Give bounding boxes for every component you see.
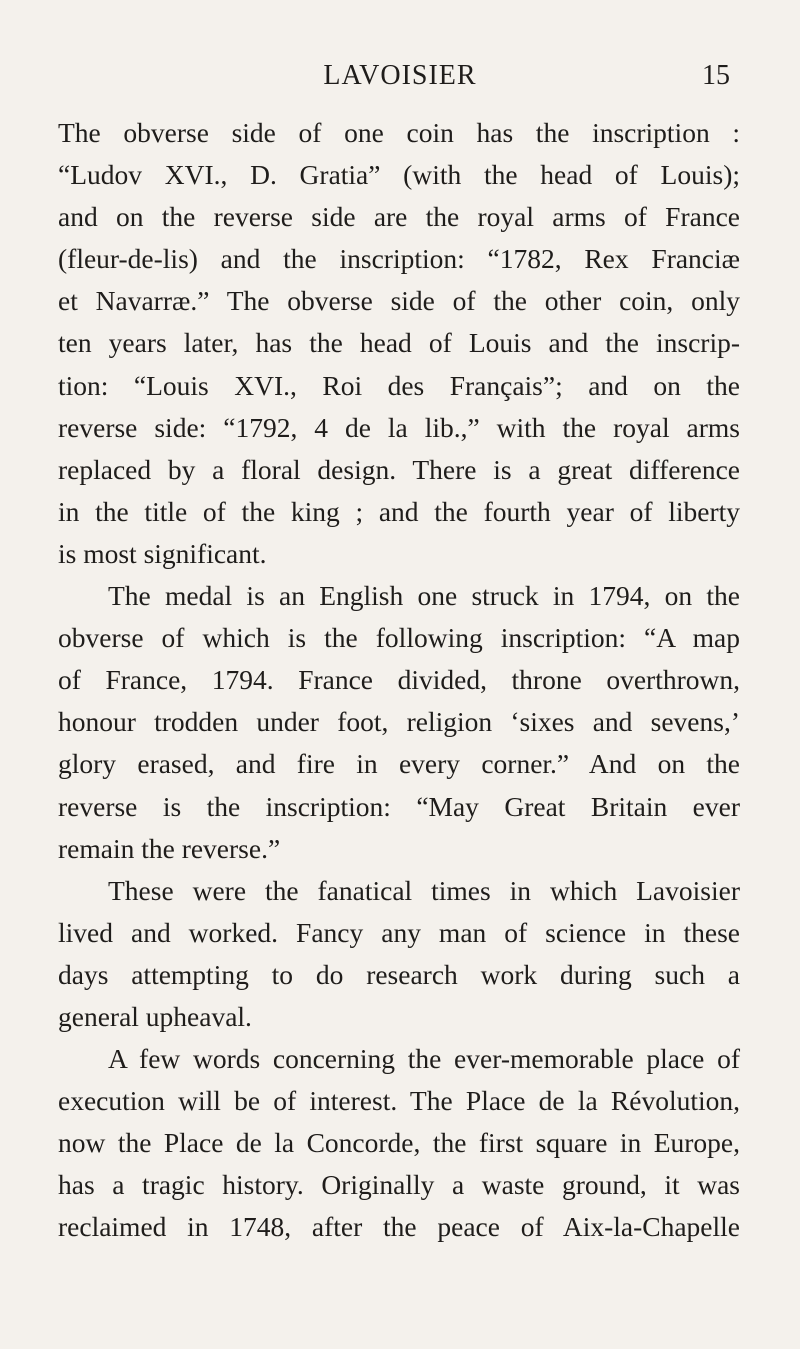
- text-line: These were the fanatical times in which Lavoisier: [108, 874, 740, 906]
- text-line: et Navarræ.” The obverse side of the other coin, only: [58, 285, 740, 317]
- page-header-title: LAVOISIER: [323, 60, 477, 91]
- text-line: The medal is an English one struck in 1794, on the: [108, 580, 740, 612]
- text-line: “Ludov XVI., D. Gratia” (with the head of Louis);: [58, 159, 740, 191]
- text-line: lived and worked. Fancy any man of science in these: [58, 916, 740, 948]
- text-line: tion: “Louis XVI., Roi des Français”; and on the: [58, 369, 740, 401]
- text-line: honour trodden under foot, religion ‘sixes and sevens,’: [58, 706, 740, 738]
- text-line: general upheaval.: [58, 1000, 252, 1032]
- text-line: replaced by a floral design. There is a great difference: [58, 453, 740, 485]
- text-line: of France, 1794. France divided, throne overthrown,: [58, 664, 740, 696]
- text-line: obverse of which is the following inscription: “A map: [58, 622, 740, 654]
- text-line: glory erased, and fire in every corner.” And on the: [58, 748, 740, 780]
- text-line: reclaimed in 1748, after the peace of Aix-la-Chapelle: [58, 1211, 740, 1243]
- text-line: remain the reverse.”: [58, 832, 281, 864]
- text-line: A few words concerning the ever-memorable place of: [108, 1043, 740, 1075]
- running-head: [70, 60, 730, 100]
- text-line: has a tragic history. Originally a waste ground, it was: [58, 1169, 740, 1201]
- text-line: in the title of the king ; and the fourth year of liberty: [58, 495, 740, 527]
- text-line: (fleur-de-lis) and the inscription: “1782, Rex Franciæ: [58, 243, 740, 275]
- text-line: now the Place de la Concorde, the first square in Europe,: [58, 1127, 740, 1159]
- page-number: 15: [702, 60, 730, 91]
- text-line: and on the reverse side are the royal arms of France: [58, 201, 740, 233]
- body-text: [58, 112, 740, 1249]
- text-line: days attempting to do research work during such a: [58, 958, 740, 990]
- text-line: ten years later, has the head of Louis and the inscrip-: [58, 327, 740, 359]
- text-line: is most significant.: [58, 537, 267, 569]
- text-line: reverse is the inscription: “May Great Britain ever: [58, 790, 740, 822]
- text-line: execution will be of interest. The Place de la Révolution,: [58, 1085, 740, 1117]
- text-line: The obverse side of one coin has the inscription :: [58, 117, 740, 148]
- text-line: reverse side: “1792, 4 de la lib.,” with the royal arms: [58, 411, 740, 443]
